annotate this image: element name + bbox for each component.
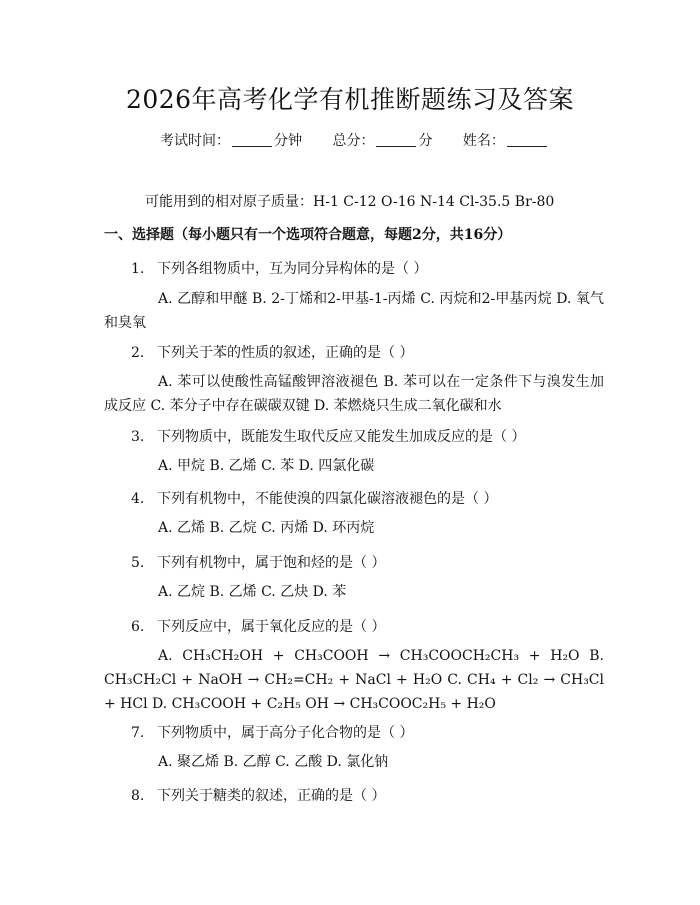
name-field [463, 133, 549, 149]
question-3 [131, 426, 525, 446]
question-6 [131, 616, 385, 636]
question-8 [131, 785, 385, 805]
score-unit: 分 [418, 133, 433, 149]
question-text: 下列有机物中，不能使溴的四氯化碳溶液褪色的是（ ） [157, 491, 498, 507]
time-unit: 分钟 [274, 133, 302, 149]
question-2 [131, 342, 413, 362]
question-number: 4. [131, 491, 145, 507]
name-blank [507, 134, 547, 147]
question-4 [131, 488, 497, 508]
question-number: 5. [131, 555, 145, 571]
question-3-options: A. 甲烷 B. 乙烯 C. 苯 D. 四氯化碳 [158, 458, 375, 474]
page-title: 2026年高考化学有机推断题练习及答案 [125, 85, 575, 114]
question-text: 下列有机物中，属于饱和烃的是（ ） [157, 555, 386, 571]
score-field [332, 133, 432, 149]
question-5 [131, 552, 385, 572]
question-text: 下列关于苯的性质的叙述，正确的是（ ） [157, 345, 414, 361]
question-text: 下列各组物质中，互为同分异构体的是（ ） [157, 261, 428, 277]
question-number: 6. [131, 619, 145, 635]
time-field [160, 133, 302, 149]
question-number: 3. [131, 429, 145, 445]
exam-meta [160, 130, 575, 150]
question-text: 下列关于糖类的叙述，正确的是（ ） [157, 788, 386, 804]
time-label: 考试时间： [160, 133, 230, 149]
question-text: 下列物质中，既能发生取代反应又能发生加成反应的是（ ） [157, 429, 526, 445]
question-number: 1. [131, 261, 145, 277]
question-6-options: A. CH₃CH₂OH + CH₃COOH → CH₃COOCH₂CH₃ + H₂O B. CH₃CH₂Cl + NaOH → CH₂=CH₂ + NaCl + H₂O C. CH₄ + Cl₂ → CH₃Cl + HCl D. CH₃COOH + C₂H₅ OH → CH₃COOC₂H₅ + H₂O [104, 648, 604, 712]
score-label: 总分： [332, 133, 375, 149]
question-1 [131, 258, 427, 278]
question-text: 下列反应中，属于氧化反应的是（ ） [157, 619, 386, 635]
question-7-options: A. 聚乙烯 B. 乙醇 C. 乙酸 D. 氯化钠 [158, 754, 389, 770]
name-label: 姓名： [462, 133, 505, 149]
atomic-mass-note: 可能用到的相对原子质量：H-1 C-12 O-16 N-14 Cl-35.5 Br-80 [145, 194, 555, 210]
question-5-options: A. 乙烷 B. 乙烯 C. 乙炔 D. 苯 [158, 584, 347, 600]
question-number: 2. [131, 345, 145, 361]
question-text: 下列物质中，属于高分子化合物的是（ ） [157, 725, 414, 741]
question-1-options: A. 乙醇和甲醚 B. 2-丁烯和2-甲基-1-丙烯 C. 丙烷和2-甲基丙烷 D. 氧气和臭氧 [104, 291, 604, 331]
question-7 [131, 722, 413, 742]
section-heading: 一、选择题（每小题只有一个选项符合题意，每题2分，共16分） [104, 227, 512, 243]
score-blank [376, 134, 416, 147]
question-2-options: A. 苯可以使酸性高锰酸钾溶液褪色 B. 苯可以在一定条件下与溴发生加成反应 C. 苯分子中存在碳碳双键 D. 苯燃烧只生成二氧化碳和水 [104, 374, 604, 414]
question-4-options: A. 乙烯 B. 乙烷 C. 丙烯 D. 环丙烷 [158, 520, 375, 536]
question-number: 8. [131, 788, 145, 804]
time-blank [232, 134, 272, 147]
question-number: 7. [131, 725, 145, 741]
